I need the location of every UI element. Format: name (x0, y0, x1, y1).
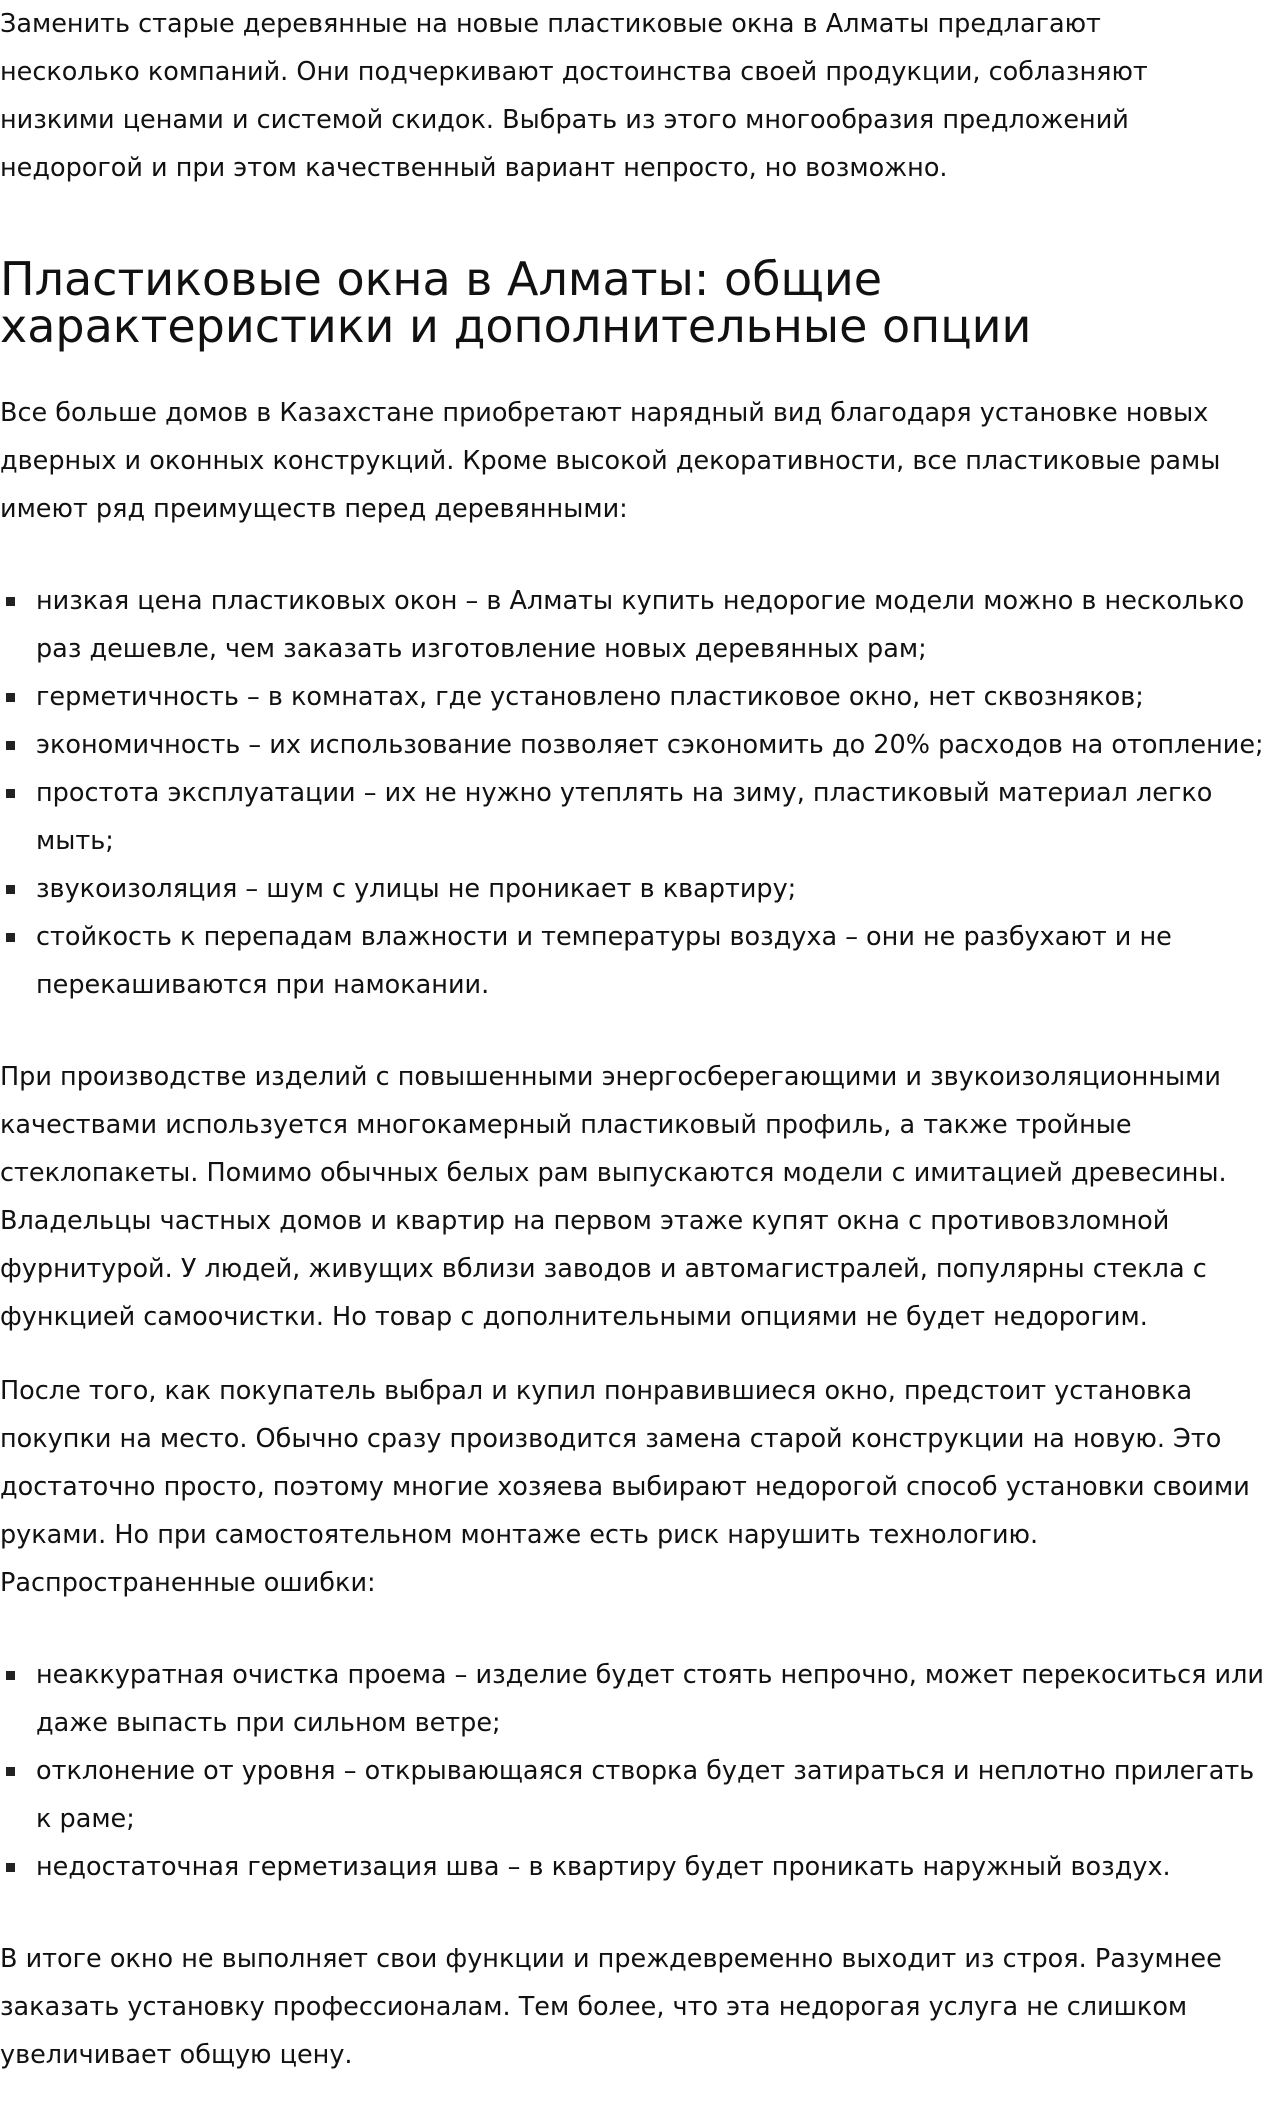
list-item: простота эксплуатации – их не нужно утеплять на зиму, пластиковый материал легко мыть; (0, 769, 1270, 865)
list-item: отклонение от уровня – открывающаяся створка будет затираться и неплотно прилегать к раме; (0, 1747, 1270, 1843)
list-item: неаккуратная очистка проема – изделие будет стоять непрочно, может перекоситься или даже выпасть при сильном ветре; (0, 1651, 1270, 1747)
section-heading: Пластиковые окна в Алматы: общие характеристики и дополнительные опции (0, 252, 1032, 353)
list-item: звукоизоляция – шум с улицы не проникает в квартиру; (0, 865, 1270, 913)
advantages-intro-paragraph: Все больше домов в Казахстане приобретают нарядный вид благодаря установке новых дверных и оконных конструкций. Кроме высокой декоративности, все пластиковые рамы имеют ряд преимуществ перед деревянными: (0, 398, 1221, 524)
list-item: герметичность – в комнатах, где установлено пластиковое окно, нет сквозняков; (0, 673, 1270, 721)
intro-paragraph: Заменить старые деревянные на новые пластиковые окна в Алматы предлагают несколько компаний. Они подчеркивают достоинства своей продукции, соблазняют низкими ценами и системой скидок. Выбрать из этого многообразия предложений недорогой и при этом качественный вариант непросто, но возможно. (0, 9, 1148, 183)
list-item: недостаточная герметизация шва – в квартиру будет проникать наружный воздух. (0, 1843, 1270, 1891)
mistakes-list (0, 1651, 1270, 1891)
conclusion-paragraph: В итоге окно не выполняет свои функции и преждевременно выходит из строя. Разумнее заказать установку профессионалам. Тем более, что эта недорогая услуга не слишком увеличивает общую цену. (0, 1944, 1222, 2070)
list-item: низкая цена пластиковых окон – в Алматы купить недорогие модели можно в несколько раз дешевле, чем заказать изготовление новых деревянных рам; (0, 577, 1270, 673)
installation-paragraph: После того, как покупатель выбрал и купил понравившиеся окно, предстоит установка покупки на место. Обычно сразу производится замена старой конструкции на новую. Это достаточно просто, поэтому многие хозяева выбирают недорогой способ установки своими руками. Но при самостоятельном монтаже есть риск нарушить технологию. Распространенные ошибки: (0, 1376, 1250, 1598)
list-item: стойкость к перепадам влажности и температуры воздуха – они не разбухают и не перекашиваются при намокании. (0, 913, 1270, 1009)
advantages-list (0, 577, 1270, 1009)
options-paragraph: При производстве изделий с повышенными энергосберегающими и звукоизоляционными качествами используется многокамерный пластиковый профиль, а также тройные стеклопакеты. Помимо обычных белых рам выпускаются модели с имитацией древесины. Владельцы частных домов и квартир на первом этаже купят окна с противовзломной фурнитурой. У людей, живущих вблизи заводов и автомагистралей, популярны стекла с функцией самоочистки. Но товар с дополнительными опциями не будет недорогим. (0, 1062, 1227, 1332)
list-item: экономичность – их использование позволяет сэкономить до 20% расходов на отопление; (0, 721, 1270, 769)
